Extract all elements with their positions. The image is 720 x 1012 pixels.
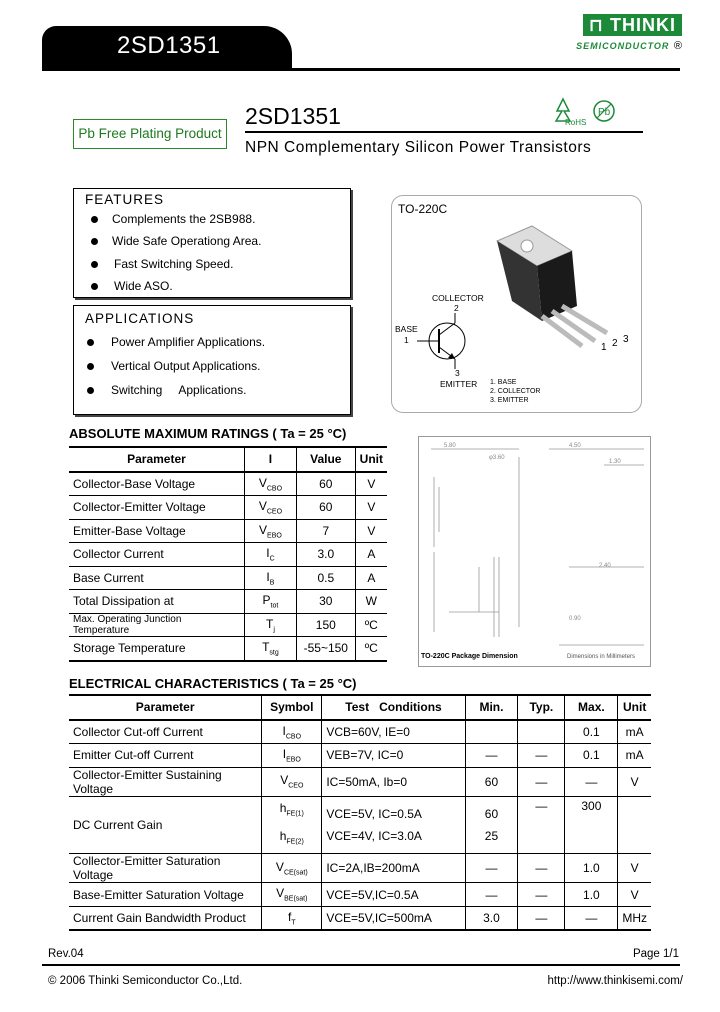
feature-item: Wide Safe Operationg Area.	[112, 234, 262, 248]
logo-subtitle: SEMICONDUCTOR	[576, 41, 670, 51]
col-symbol: I	[244, 447, 296, 472]
symbol-letter: I	[266, 546, 270, 561]
typ-cell: —	[518, 854, 565, 883]
unit-cell: MHz	[618, 906, 651, 930]
symbol-letter: V	[280, 773, 289, 788]
symbol-cell	[262, 744, 322, 768]
param-cell: Max. Operating Junction Temperature	[73, 613, 182, 636]
condition-cell	[322, 796, 465, 854]
max-cell: 1.0	[565, 883, 618, 907]
symbol-cell	[262, 906, 322, 930]
col-typ: Typ.	[518, 695, 565, 720]
feature-item: Wide ASO.	[114, 279, 173, 293]
bullet-dot	[91, 283, 98, 290]
unit-cell: V	[618, 854, 651, 883]
title-rule	[245, 131, 643, 133]
pb-icon	[593, 100, 615, 122]
symbol-letter: P	[262, 593, 271, 608]
symbol-letter: V	[258, 499, 267, 514]
rohs-icon	[553, 97, 587, 127]
param-cell: Collector-Emitter Voltage	[73, 500, 206, 515]
param-cell: Total Dissipation at	[73, 594, 174, 609]
col-parameter: Parameter	[135, 700, 195, 715]
param-cell: Emitter Cut-off Current	[73, 748, 194, 763]
schematic-pin-2: 2	[454, 303, 459, 313]
unit-cell: ºC	[355, 613, 387, 637]
pb-label: Pb	[598, 107, 611, 118]
unit-cell: V	[355, 496, 387, 520]
page-number: Page 1/1	[632, 948, 679, 960]
param-cell: DC Current Gain	[73, 817, 163, 832]
dimension-drawing	[418, 436, 651, 667]
symbol-line	[266, 797, 317, 825]
collector-label: COLLECTOR	[432, 293, 484, 303]
typ-cell: —	[518, 767, 565, 796]
symbol-cell	[262, 796, 322, 854]
symbol-letter: V	[259, 522, 268, 537]
max-cell: 1.0	[565, 854, 618, 883]
legend-emitter: 3. EMITTER	[490, 397, 529, 404]
features-heading: FEATURES	[85, 192, 165, 207]
footer-rule	[42, 964, 680, 966]
symbol-cell	[244, 543, 296, 567]
logo-mark: ⊓ THINKI	[583, 14, 682, 36]
symbol-letter: V	[276, 886, 285, 901]
condition-cell: IC=50mA, Ib=0	[322, 767, 465, 796]
symbol-letter: h	[279, 828, 287, 843]
table-row	[69, 744, 651, 768]
legend-base: 1. BASE	[490, 379, 517, 386]
unit-cell: V	[355, 472, 387, 496]
pkg-pin-1: 1	[601, 342, 607, 353]
symbol-subscript: CEO	[266, 508, 283, 516]
condition-cell: VCE=5V,IC=0.5A	[322, 883, 465, 907]
bullet-dot	[87, 387, 94, 394]
bullet-dot	[87, 339, 94, 346]
unit-cell: V	[355, 519, 387, 543]
param-cell: Emitter-Base Voltage	[73, 523, 186, 538]
electrical-body	[69, 720, 651, 931]
application-item: Vertical Output Applications.	[111, 359, 261, 373]
unit-cell: ºC	[355, 637, 387, 661]
table-row	[69, 906, 651, 930]
header-part-number: 2SD1351	[117, 32, 221, 59]
website-link[interactable]: http://www.thinkisemi.com/	[547, 975, 683, 987]
symbol-subscript: CE(sat)	[283, 869, 308, 877]
symbol-cell	[262, 883, 322, 907]
symbol-subscript: stg	[269, 649, 279, 657]
value-cell: 0.5	[296, 566, 355, 590]
max-cell: 0.1	[565, 720, 618, 744]
bullet-dot	[91, 216, 98, 223]
col-unit: Unit	[355, 447, 387, 472]
ratings-header-row	[69, 447, 387, 472]
svg-text:2.40: 2.40	[599, 563, 611, 569]
table-row	[69, 637, 387, 661]
param-cell: Collector-Emitter Sustaining Voltage	[73, 767, 222, 796]
bullet-dot	[91, 261, 98, 268]
registered-mark: ®	[673, 40, 682, 52]
min-cell: —	[465, 883, 518, 907]
value-cell: 3.0	[296, 543, 355, 567]
max-cell: —	[565, 906, 618, 930]
symbol-subscript: B	[269, 578, 275, 586]
svg-text:1.30: 1.30	[609, 459, 621, 465]
base-label: BASE	[395, 324, 418, 334]
value-cell: 7	[296, 519, 355, 543]
symbol-subscript: CBO	[285, 732, 302, 740]
unit-cell: W	[355, 590, 387, 614]
max-cell: 0.1	[565, 744, 618, 768]
page-title: 2SD1351	[245, 103, 341, 129]
param-cell: Collector-Base Voltage	[73, 476, 196, 491]
condition-cell: VEB=7V, IC=0	[322, 744, 465, 768]
dimension-units: Dimensions in Millimeters	[567, 654, 636, 660]
package-name: TO-220C	[398, 202, 448, 216]
symbol-subscript: C	[269, 555, 275, 563]
symbol-cell	[262, 767, 322, 796]
symbol-letter: I	[282, 747, 287, 762]
typ-cell: —	[518, 883, 565, 907]
symbol-line	[266, 825, 317, 853]
feature-item: Fast Switching Speed.	[114, 257, 234, 271]
value-cell: -55~150	[296, 637, 355, 661]
symbol-letter: I	[266, 569, 270, 584]
svg-text:φ3.60: φ3.60	[489, 455, 505, 461]
unit-cell: mA	[618, 720, 651, 744]
value-cell: 30	[296, 590, 355, 614]
npn-symbol-icon	[417, 313, 477, 369]
col-max: Max.	[565, 695, 618, 720]
value-cell: 60	[296, 472, 355, 496]
symbol-cell	[244, 472, 296, 496]
col-parameter: Parameter	[127, 452, 186, 467]
symbol-cell	[244, 566, 296, 590]
electrical-table	[69, 694, 651, 931]
symbol-letter: V	[258, 475, 267, 490]
col-value: Value	[296, 447, 355, 472]
applications-box	[73, 305, 351, 415]
package-box	[391, 195, 642, 413]
value-cell: 150	[296, 613, 355, 637]
min-line: 60	[484, 806, 499, 821]
param-cell: Collector-Emitter Saturation Voltage	[73, 854, 221, 883]
typ-cell	[518, 720, 565, 744]
bullet-dot	[91, 238, 98, 245]
symbol-subscript: T	[291, 919, 296, 927]
symbol-subscript: tot	[270, 602, 279, 610]
unit-cell: A	[355, 566, 387, 590]
ratings-body	[69, 472, 387, 661]
max-cell: 300	[565, 796, 618, 854]
rohs-label: RoHS	[565, 118, 587, 127]
ratings-title: ABSOLUTE MAXIMUM RATINGS ( Ta = 25 °C)	[69, 426, 347, 441]
table-row	[69, 767, 651, 796]
col-min: Min.	[465, 695, 518, 720]
param-cell: Collector Current	[73, 547, 164, 562]
param-cell: Storage Temperature	[73, 641, 186, 656]
condition-line: VCE=4V, IC=3.0A	[326, 828, 422, 843]
unit-cell: A	[355, 543, 387, 567]
features-box	[73, 188, 351, 298]
symbol-letter: T	[262, 640, 270, 655]
symbol-cell	[262, 854, 322, 883]
param-cell: Base-Emitter Saturation Voltage	[73, 887, 244, 902]
unit-cell	[618, 796, 651, 854]
emitter-label: EMITTER	[440, 379, 478, 389]
svg-text:5.80: 5.80	[444, 443, 456, 449]
table-row	[69, 566, 387, 590]
symbol-subscript: EBO	[286, 756, 301, 764]
symbol-letter: T	[265, 616, 274, 631]
symbol-subscript: FE(1)	[286, 809, 304, 817]
condition-cell: IC=2A,IB=200mA	[322, 854, 465, 883]
bullet-dot	[87, 363, 94, 370]
min-line: 25	[484, 828, 499, 843]
max-cell: —	[565, 767, 618, 796]
symbol-subscript: j	[273, 625, 275, 633]
symbol-subscript: CEO	[288, 782, 304, 790]
symbol-cell	[244, 496, 296, 520]
unit-cell: mA	[618, 744, 651, 768]
symbol-subscript: EBO	[267, 531, 282, 539]
table-row	[69, 883, 651, 907]
min-cell	[465, 796, 518, 854]
col-unit: Unit	[618, 695, 651, 720]
min-cell	[465, 720, 518, 744]
table-row	[69, 472, 387, 496]
symbol-cell	[262, 720, 322, 744]
param-cell: Collector Cut-off Current	[73, 724, 203, 739]
condition-line: VCE=5V, IC=0.5A	[326, 806, 422, 821]
application-item: Switching Applications.	[111, 383, 247, 397]
copyright: © 2006 Thinki Semiconductor Co.,Ltd.	[48, 975, 243, 987]
pb-free-badge: Pb Free Plating Product	[73, 119, 227, 149]
col-symbol: Symbol	[262, 695, 322, 720]
schematic-pin-3: 3	[455, 368, 460, 378]
legend-collector: 2. COLLECTOR	[490, 388, 541, 395]
svg-text:4.50: 4.50	[569, 443, 581, 449]
table-row	[69, 796, 651, 854]
symbol-letter: V	[275, 860, 284, 875]
table-row	[69, 720, 651, 744]
electrical-title: ELECTRICAL CHARACTERISTICS ( Ta = 25 °C)	[69, 676, 357, 691]
company-logo	[576, 14, 682, 54]
revision: Rev.04	[48, 948, 84, 960]
param-cell: Base Current	[73, 570, 144, 585]
min-cell: 3.0	[465, 906, 518, 930]
ratings-table	[69, 446, 387, 662]
pkg-pin-2: 2	[612, 338, 618, 349]
application-item: Power Amplifier Applications.	[111, 335, 266, 349]
applications-heading: APPLICATIONS	[85, 311, 195, 326]
table-row	[69, 519, 387, 543]
to220-package-image	[487, 221, 627, 351]
dimension-caption: TO-220C Package Dimension	[421, 653, 518, 660]
svg-text:0.90: 0.90	[569, 616, 581, 622]
table-row	[69, 613, 387, 637]
dimension-drawing-image	[419, 437, 650, 652]
electrical-header-row	[69, 695, 651, 720]
header-rule	[42, 68, 680, 71]
symbol-cell	[244, 637, 296, 661]
symbol-letter: f	[287, 909, 292, 924]
min-cell: 60	[465, 767, 518, 796]
feature-item: Complements the 2SB988.	[112, 212, 256, 226]
typ-cell: —	[518, 906, 565, 930]
value-cell: 60	[296, 496, 355, 520]
unit-cell: V	[618, 767, 651, 796]
min-cell: —	[465, 744, 518, 768]
param-cell: Current Gain Bandwidth Product	[73, 911, 246, 926]
table-row	[69, 543, 387, 567]
typ-cell: —	[518, 796, 565, 854]
pin-legend	[490, 378, 540, 405]
symbol-letter: I	[282, 723, 286, 738]
symbol-subscript: BE(sat)	[284, 895, 308, 903]
symbol-cell	[244, 590, 296, 614]
condition-cell: VCE=5V,IC=500mA	[322, 906, 465, 930]
symbol-subscript: CBO	[266, 484, 283, 492]
table-row	[69, 590, 387, 614]
min-cell: —	[465, 854, 518, 883]
table-row	[69, 496, 387, 520]
schematic-pin-1: 1	[404, 335, 409, 345]
table-row	[69, 854, 651, 883]
condition-cell: VCB=60V, IE=0	[322, 720, 465, 744]
unit-cell: V	[618, 883, 651, 907]
pkg-pin-3: 3	[623, 334, 629, 345]
symbol-subscript: FE(2)	[286, 838, 304, 846]
col-test-conditions: Test Conditions	[322, 695, 465, 720]
symbol-cell	[244, 519, 296, 543]
typ-cell: —	[518, 744, 565, 768]
symbol-cell	[244, 613, 296, 637]
logo-text: THINKI	[610, 15, 676, 35]
symbol-letter: h	[279, 800, 287, 815]
subtitle: NPN Complementary Silicon Power Transistors	[245, 139, 592, 156]
